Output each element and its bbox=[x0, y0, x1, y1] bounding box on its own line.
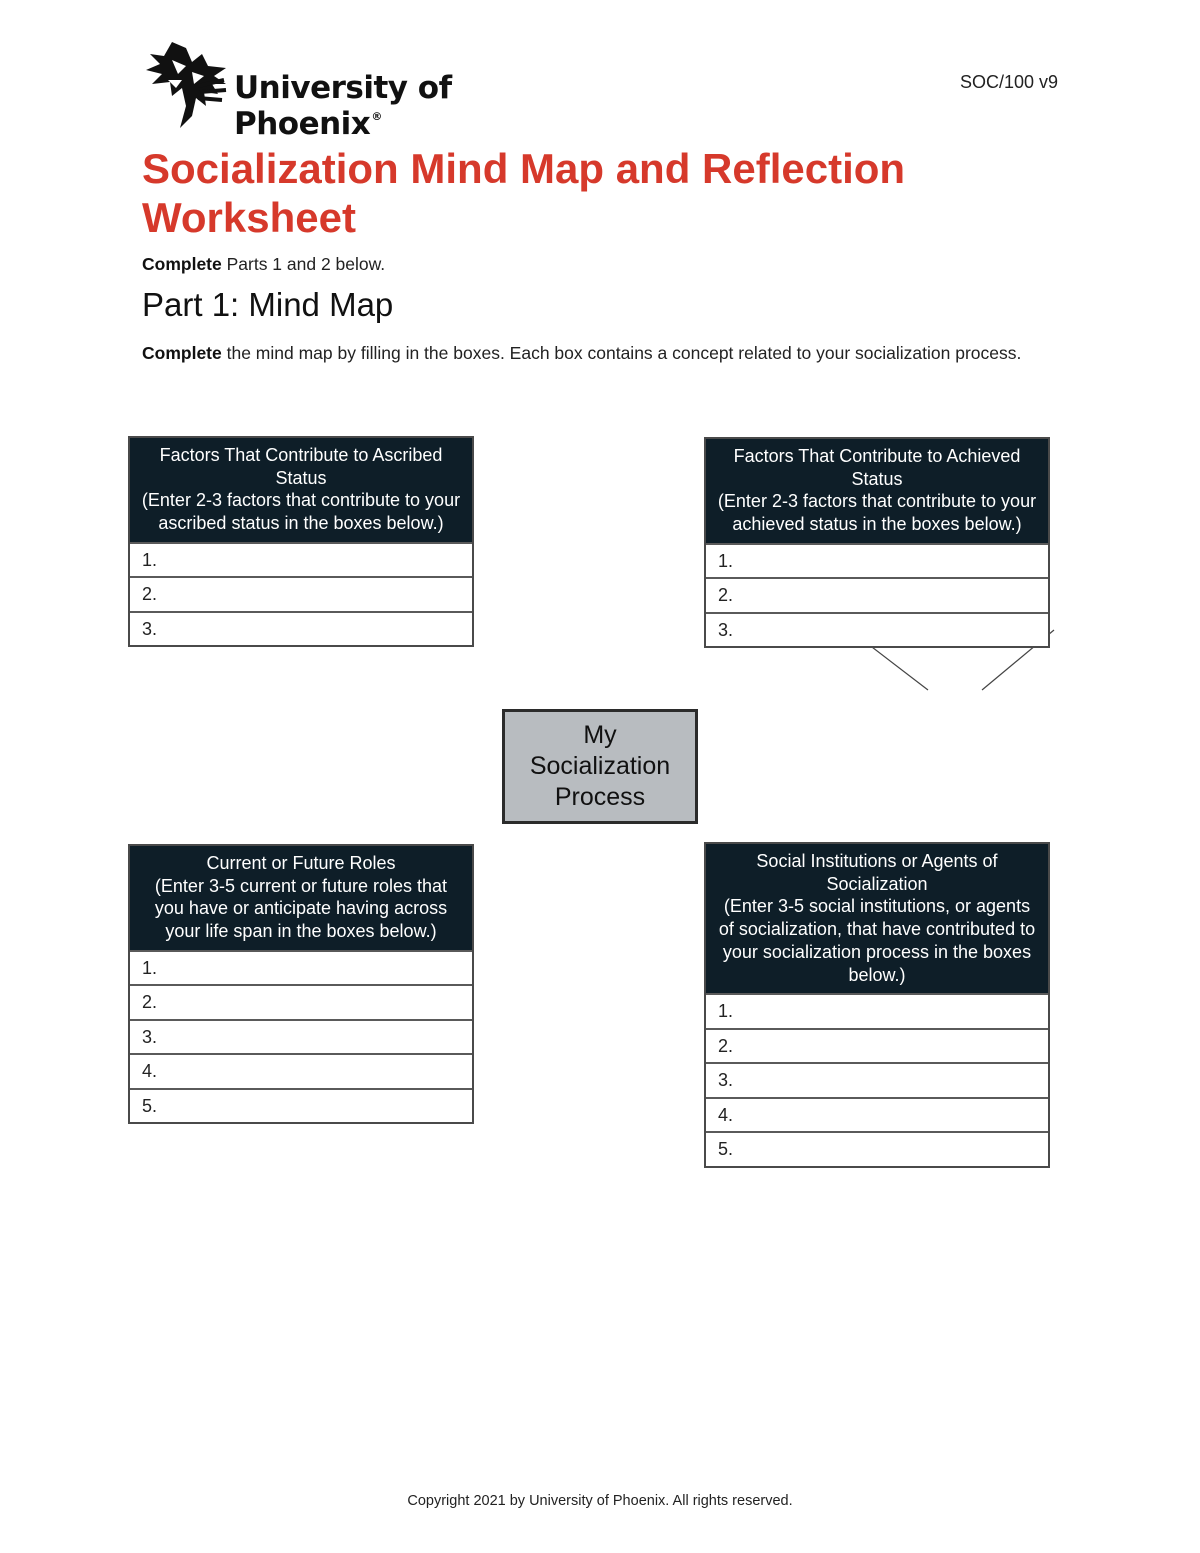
roles-box bbox=[128, 844, 474, 1124]
intro-text: Complete Parts 1 and 2 below. bbox=[142, 254, 386, 274]
entry-field[interactable]: 5. bbox=[706, 1131, 1048, 1166]
entry-field[interactable]: 2. bbox=[706, 1028, 1048, 1063]
entry-field[interactable]: 4. bbox=[706, 1097, 1048, 1132]
entry-field[interactable]: 1. bbox=[130, 950, 472, 985]
entry-field[interactable]: 2. bbox=[130, 984, 472, 1019]
box-heading: Factors That Contribute to Achieved Status bbox=[733, 446, 1021, 489]
entry-field[interactable]: 2. bbox=[706, 577, 1048, 612]
entry-field[interactable]: 3. bbox=[130, 1019, 472, 1054]
box-header bbox=[706, 439, 1048, 543]
center-node bbox=[502, 709, 698, 824]
entry-field[interactable]: 3. bbox=[706, 612, 1048, 647]
part1-instruction: Complete the mind map by filling in the boxes. Each box contains a concept related to your socialization process. bbox=[142, 343, 1022, 363]
box-subheading: (Enter 2-3 factors that contribute to your ascribed status in the boxes below.) bbox=[141, 490, 461, 534]
box-heading: Factors That Contribute to Ascribed Status bbox=[159, 445, 443, 488]
institutions-box bbox=[704, 842, 1050, 1168]
achieved-status-box bbox=[704, 437, 1050, 648]
document-title: Socialization Mind Map and Reflection Worksheet bbox=[142, 145, 906, 241]
copyright-footer: Copyright 2021 by University of Phoenix. All rights reserved. bbox=[407, 1493, 793, 1509]
part1-heading: Part 1: Mind Map bbox=[142, 286, 394, 323]
course-code: SOC/100 v9 bbox=[959, 72, 1058, 92]
box-heading: Current or Future Roles bbox=[206, 853, 396, 873]
box-subheading: (Enter 2-3 factors that contribute to your achieved status in the boxes below.) bbox=[717, 491, 1037, 535]
box-header bbox=[130, 438, 472, 542]
logo-wordmark: University of Phoenix® bbox=[234, 70, 452, 142]
entry-field[interactable]: 3. bbox=[130, 611, 472, 646]
box-heading: Social Institutions or Agents of Socialization bbox=[756, 851, 998, 894]
entry-field[interactable]: 1. bbox=[130, 542, 472, 577]
ascribed-status-box bbox=[128, 436, 474, 647]
entry-field[interactable]: 3. bbox=[706, 1062, 1048, 1097]
entry-field[interactable]: 2. bbox=[130, 576, 472, 611]
box-subheading: (Enter 3-5 social institutions, or agents of socialization, that have contributed to your socialization process in the boxes below.) bbox=[718, 896, 1036, 985]
entry-field[interactable]: 4. bbox=[130, 1053, 472, 1088]
box-header bbox=[706, 844, 1048, 993]
center-node-label: My Socialization Process bbox=[529, 721, 671, 811]
entry-field[interactable]: 1. bbox=[706, 993, 1048, 1028]
box-header bbox=[130, 846, 472, 950]
box-subheading: (Enter 3-5 current or future roles that you have or anticipate having across your life span in the boxes below.) bbox=[154, 875, 448, 942]
entry-field[interactable]: 1. bbox=[706, 543, 1048, 578]
entry-field[interactable]: 5. bbox=[130, 1088, 472, 1123]
